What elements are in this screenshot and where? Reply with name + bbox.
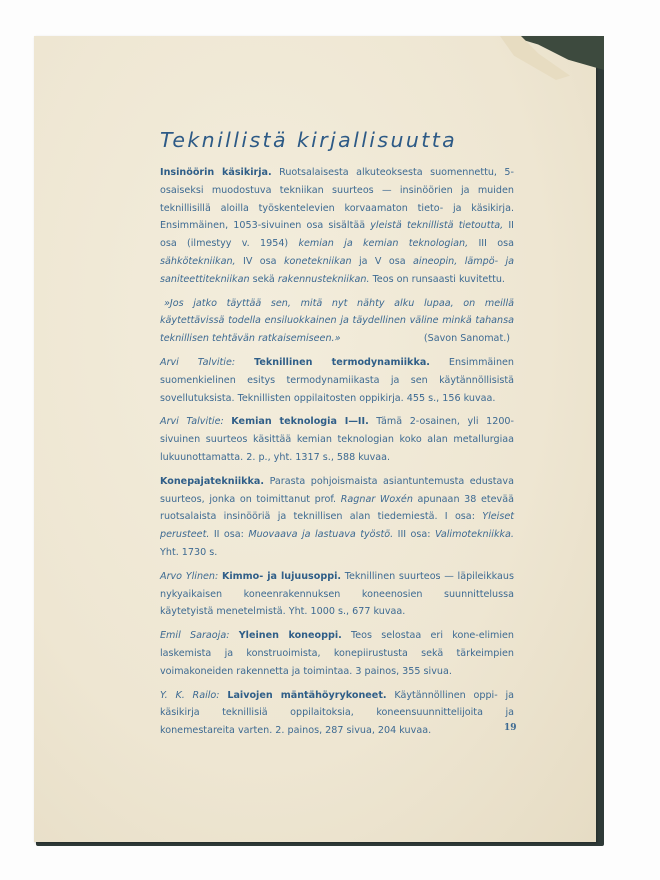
entry-text: II osa: [209, 529, 249, 541]
book-list [160, 164, 514, 746]
page-title: Teknillistä kirjallisuutta [160, 128, 458, 152]
quote-source: (Savon Sanomat.) [423, 333, 510, 345]
entry-author: Y. K. Railo: [160, 689, 220, 701]
entry-title: Insinöörin käsikirja. [160, 167, 272, 178]
entry-title: Laivojen mäntähöyrykoneet. [227, 689, 387, 701]
entry-author: Arvi Talvitie: [160, 356, 236, 368]
entry-italic: Valimotekniikka. [434, 529, 514, 541]
entry-text: II osa (ilmestyy v. 1954) [160, 220, 514, 250]
entry-italic: konetekniikan [283, 255, 352, 267]
entry-konepajatekniikka [160, 473, 514, 562]
entry-title: Kemian teknologia I—II. [231, 416, 369, 428]
entry-text: Yht. 1730 s. [160, 546, 218, 558]
entry-italic: aineopin, lämpö- ja saniteettitekniikan [160, 255, 514, 285]
entry-text: sekä [249, 273, 278, 285]
entry-text: III osa [468, 238, 514, 250]
entry-italic: Muovaava ja lastuava työstö. [248, 529, 394, 541]
entry-author: Emil Saraoja: [160, 630, 230, 642]
entry-text: Tämä 2-osainen, yli 1200-sivuinen suurteos käsittää kemian teknologian koko alan metallurgiaa lukuunottamatta. 2. p., yht. 1317 s., 588 kuvaa. [160, 416, 514, 463]
entry-italic: yleistä teknillistä tietoutta, [370, 220, 504, 232]
entry-author: Arvi Talvitie: [160, 416, 224, 428]
entry-insinoorin-kasikirja [160, 164, 514, 289]
entry-italic: kemian ja kemian teknologian, [298, 238, 469, 250]
entry-kimmo-ja-lujuusoppi [160, 568, 514, 621]
entry-text: IV osa [235, 255, 284, 267]
entry-text: Teknillinen suurteos — läpileikkaus nykyaikaisen koneenrakennuksen koneenosien suunnittelussa käytetyistä menetelmistä. Yht. 1000 s., 677 kuvaa. [160, 570, 514, 618]
entry-text: apunaan 38 etevää ruotsalaista insinööriä ja teknillisen alan tiedemiestä. I osa: [160, 493, 514, 523]
entry-kemian-teknologia [160, 413, 514, 466]
entry-italic: sähkötekniikan, [160, 255, 236, 267]
entry-text: Teos selostaa eri kone-elimien laskemista ja konstruoimista, konepiirustusta sekä tärkeimpien voimakoneiden rakennetta ja toimintaa. 3 painos, 355 sivua. [160, 630, 514, 677]
entry-title: Yleinen koneoppi. [238, 630, 342, 642]
entry-text: Ensimmäinen suomenkielinen esitys termodynamiikasta ja sen käytännöllisistä sovellutuksista. Teknillisten oppilaitosten oppikirja. 455 s., 156 kuvaa. [160, 356, 515, 404]
entry-termodynamiikka [160, 354, 514, 407]
entry-author: Arvo Ylinen: [160, 570, 219, 582]
entry-italic: Ragnar Woxén [340, 493, 413, 505]
entry-text: Käytännöllinen oppi- ja käsikirja teknillisiä oppilaitoksia, koneensuunnittelijoita ja konemestareita varten. 2. painos, 287 sivua, 204 kuvaa. [160, 689, 514, 737]
entry-laivojen-mantahoyrykoneet [160, 687, 514, 740]
entry-text: III osa: [393, 529, 435, 541]
page-number: 19 [504, 723, 517, 733]
entry-text: Teos on runsaasti kuvitettu. [369, 273, 505, 285]
entry-text: Parasta pohjoismaista asiantuntemusta edustava suurteos, jonka on toimittanut prof. [160, 475, 514, 505]
entry-yleinen-koneoppi [160, 627, 514, 680]
entry-italic: rakennustekniikan. [277, 273, 370, 285]
entry-title: Konepajatekniikka. [160, 475, 265, 487]
entry-title: Kimmo- ja lujuusoppi. [221, 570, 342, 582]
entry-title: Teknillinen termodynamiikka. [254, 356, 430, 368]
entry-text: Ruotsalaisesta alkuteoksesta suomennettu, 5-osaiseksi muodostuva tekniikan suurteos — insinöörien ja muiden teknillisillä aloilla työskentelevien korvaamaton tieto- ja käsikirja. Ensimmäinen, 1053-sivuinen osa sisältää [160, 167, 514, 232]
review-quote [160, 295, 514, 348]
entry-italic: Yleiset perusteet. [160, 511, 514, 541]
entry-text: ja V osa [351, 255, 414, 267]
quote-text: »Jos jatko täyttää sen, mitä nyt nähty alku lupaa, on meillä käytettävissä todella ensiluokkainen ja täydellinen väline minkä tahansa teknillisen tehtävän ratkaisemiseen.» [160, 297, 514, 345]
